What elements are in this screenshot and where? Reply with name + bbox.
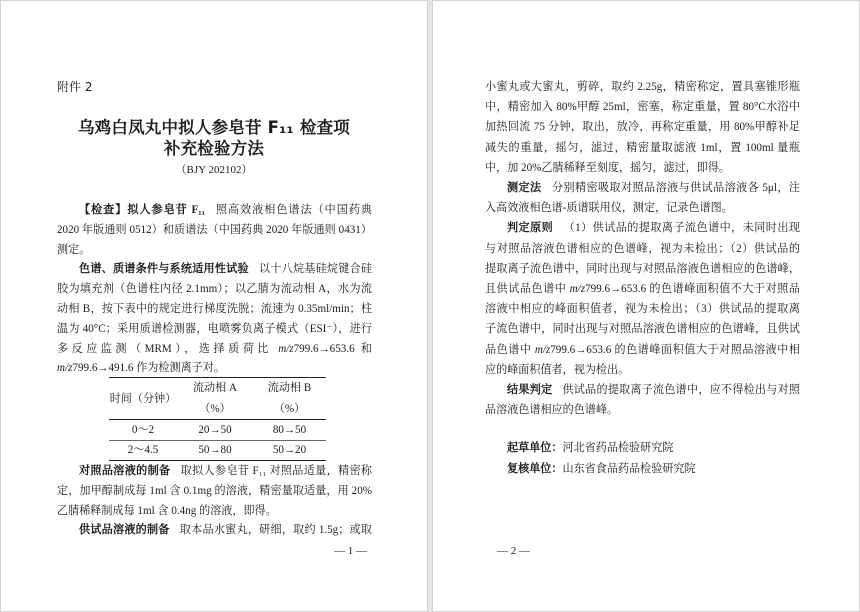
test-solution-continued-line: 减失的重量，摇匀，滤过，精密量取滤液 1ml，置 100ml 量瓶 [485,141,800,154]
test-solution-continued-line: 中，精密加入 80%甲醇 25ml，密塞，称定重量，置 80°C水浴中 [485,101,800,114]
column-header-unit: （%） [273,403,306,415]
mz-italic: m/z [569,283,586,295]
determination-text: 分别精密吸取对照品溶液与供试品溶液各 5μl，注 [551,182,800,194]
result-judgment-line: 品溶液色谱相应的色谱峰。 [485,404,619,417]
table-cell: 2～4.5 [127,444,159,456]
result-judgment-line [507,380,800,400]
mz-italic: m/z [278,342,294,355]
reference-solution-line: 乙腈稀释制成每 1ml 含 0.4ng 的溶液，即得。 [57,504,277,517]
conditions-heading: 色谱、质谱条件与系统适用性试验 [79,263,249,276]
judgment-principle-line: 品色谱中 m/z799.6→653.6 的色谱峰面积值大于对照品溶液中相 [485,343,801,356]
determination-line [507,178,800,198]
column-header-mobile-phase-a: 流动相 A [192,382,238,394]
test-solution-line [79,520,372,540]
conditions-line: 温为 40°C；采用质谱检测器，电喷雾负离子模式（ESI⁻），进行 [57,322,372,335]
column-header-unit: （%） [199,403,231,415]
reference-solution-line: 定，加甲醇制成每 1ml 含 0.1mg 的溶液，精密量取适量，用 20% [57,484,372,497]
inspection-line: 2020 年版通则 0512）和质谱法（中国药典 2020 年版通则 0431） [57,223,372,236]
gradient-table [109,377,326,461]
table-cell: 0～2 [131,424,155,436]
inspection-heading: 【检查】拟人参皂苷 F₁₁ [79,204,205,216]
document-title-line-2: 补充检验方法 [163,139,265,158]
conditions-line: 多反应监测（MRM），选择质荷比 m/z799.6→653.6 和 [57,342,372,355]
judgment-principle-line: 且供试品色谱中 m/z799.6→653.6 的色谱峰面积值不大于对照品 [485,283,800,295]
page-number: — 2 — [497,545,530,557]
result-judgment-heading: 结果判定 [507,384,553,396]
judgment-principle-heading: 判定原则 [507,222,554,235]
attachment-label: 附件 2 [57,80,93,94]
test-solution-continued-line: 加热回流 75 分钟，取出，放冷，再称定重量，用 80%甲醇补足 [485,121,800,134]
table-cell: 50→80 [198,444,232,456]
reference-solution-text: 取拟人参皂苷 F₁₁ 对照品适量，精密称 [180,465,372,477]
judgment-principle-text: （1）供试品的提取离子流色谱中，未同时出现 [563,222,800,235]
determination-line: 入高效液相色谱-质谱联用仪，测定，记录色谱图。 [485,202,733,215]
test-solution-continued-line: 中，加 20%乙腈稀释至刻度，摇匀，滤过，即得。 [485,161,730,174]
page-number: — 1 — [334,545,367,557]
column-header-mobile-phase-b: 流动相 B [267,382,312,394]
conditions-text: 以十八烷基硅烷键合硅 [258,263,372,276]
mz-italic: m/z [57,362,73,375]
determination-heading: 测定法 [507,182,542,194]
inspection-text: 照高效液相色谱法（中国药典 [214,204,372,216]
conditions-line: m/z799.6→491.6 作为检测离子对。 [57,362,225,375]
drafting-unit-label: 起草单位： [507,442,563,454]
judgment-principle-line: 子流色谱中，同时出现与对照品溶液色谱相应的色谱峰，且供试 [485,323,800,336]
conditions-line [79,259,372,279]
table-cell: 20→50 [198,424,232,436]
test-solution-heading: 供试品溶液的制备 [79,524,170,537]
conditions-line: 胶为填充剂（色谱柱内径 2.1mm）；以乙腈为流动相 A，水为流 [57,283,372,296]
judgment-principle-line: 溶液中相应的峰面积值者，视为未检出；（3）供试品的提取离 [485,303,800,316]
column-header-time: 时间（分钟） [109,393,177,405]
test-solution-continued-line: 小蜜丸或大蜜丸，剪碎，取约 2.25g，精密称定，置具塞锥形瓶 [485,81,800,93]
drafting-unit [507,438,800,458]
document-code: （BJY 202102） [175,164,253,176]
conditions-line: 动相 B，按下表中的规定进行梯度洗脱；流速为 0.35ml/min；柱 [57,303,372,315]
reference-solution-line [79,461,372,481]
judgment-principle-line: 与对照品溶液色谱相应的色谱峰，视为未检出；（2）供试品的 [485,242,800,255]
judgment-principle-line: 提取离子流色谱中，同时出现与对照品溶液色谱相应的色谱峰， [485,262,800,275]
page-2 [432,0,860,612]
review-unit [507,459,800,479]
review-unit-label: 复核单位： [507,463,563,475]
judgment-principle-line: 应的峰面积值者，视为检出。 [485,363,630,376]
result-judgment-text: 供试品的提取离子流色谱中，应不得检出与对照 [562,384,800,396]
reference-solution-heading: 对照品溶液的制备 [79,465,171,477]
drafting-unit-value: 河北省药品检验研究院 [562,442,674,454]
review-unit-value: 山东省食品药品检验研究院 [562,463,696,475]
document-title-line-1: 乌鸡白凤丸中拟人参皂苷 F₁₁ 检查项 [77,118,350,137]
mz-italic: m/z [534,343,551,356]
inspection-line: 测定。 [57,243,91,256]
judgment-principle-line [507,218,800,238]
table-cell: 50→20 [272,444,307,456]
inspection-line [79,200,372,220]
table-cell: 80→50 [272,424,307,436]
test-solution-text: 取本品水蜜丸，研细，取约 1.5g；或取 [179,524,372,537]
page-1 [0,0,428,612]
